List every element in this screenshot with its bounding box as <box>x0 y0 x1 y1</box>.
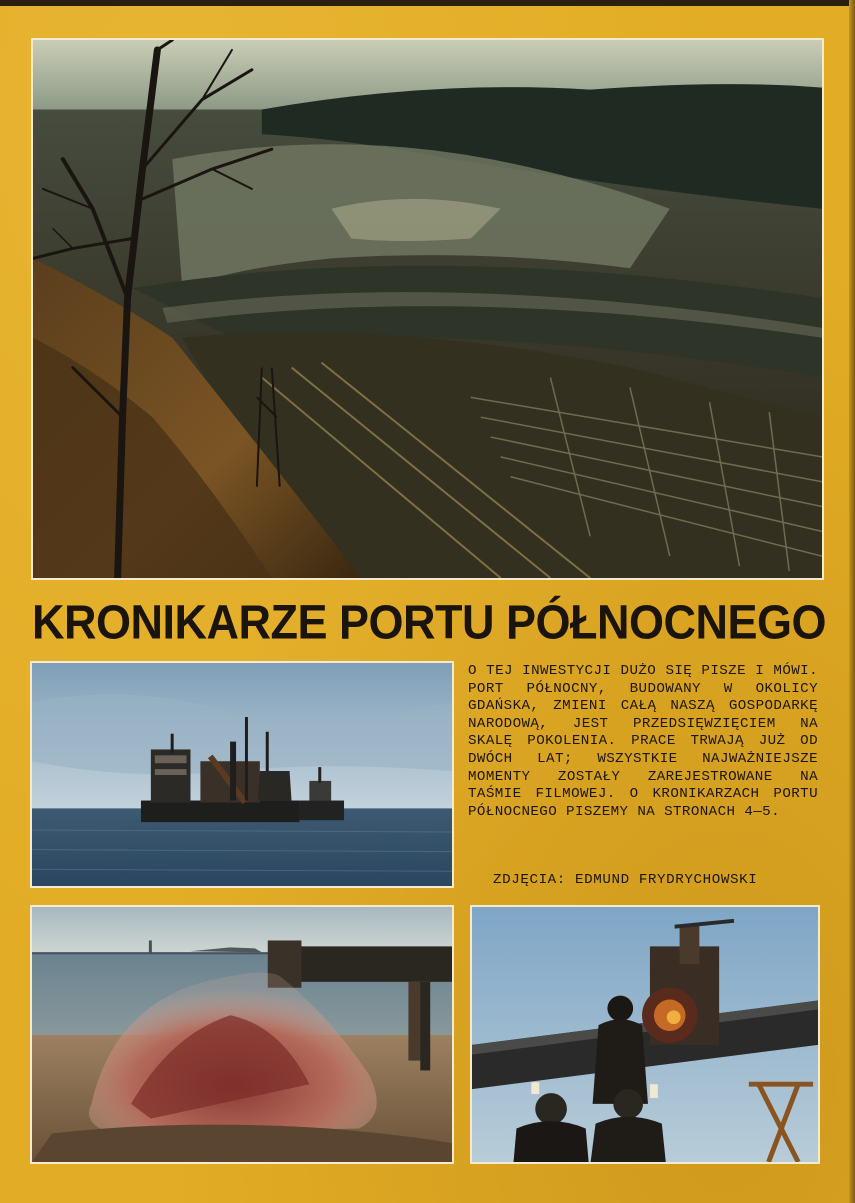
page-top-edge <box>0 0 855 6</box>
page-headline: KRONIKARZE PORTU PÓŁNOCNEGO <box>32 594 827 650</box>
article-lead-text: O TEJ INWESTYCJI DUŻO SIĘ PISZE I MÓWI. PORT PÓŁNOCNY, BUDOWANY W OKOLICY GDAŃSKA, ZMIENI CAŁĄ NASZĄ GOSPODARKĘ NARODOWĄ, JEST PRZEDSIĘWZIĘCIEM NA SKALĘ POKOLENIA. PRACE TRWAJĄ JUŻ OD DWÓCH LAT; WSZYSTKIE NAJWAŻNIEJSZE MOMENTY ZOSTAŁY ZAREJESTROWANE NA TAŚMIE FILMOWEJ. O KRONIKARZACH PORTU PÓŁNOCNEGO PISZEMY NA STRONACH 4—5. <box>468 663 818 820</box>
dredger-ship-photo <box>30 661 454 888</box>
pipeline-outlet-photo <box>30 905 454 1164</box>
construction-site-photo <box>31 38 824 580</box>
photo-credit: ZDJĘCIA: EDMUND FRYDRYCHOWSKI <box>493 872 758 888</box>
page-right-edge <box>849 0 855 1203</box>
pipe-welders-photo <box>470 905 820 1164</box>
